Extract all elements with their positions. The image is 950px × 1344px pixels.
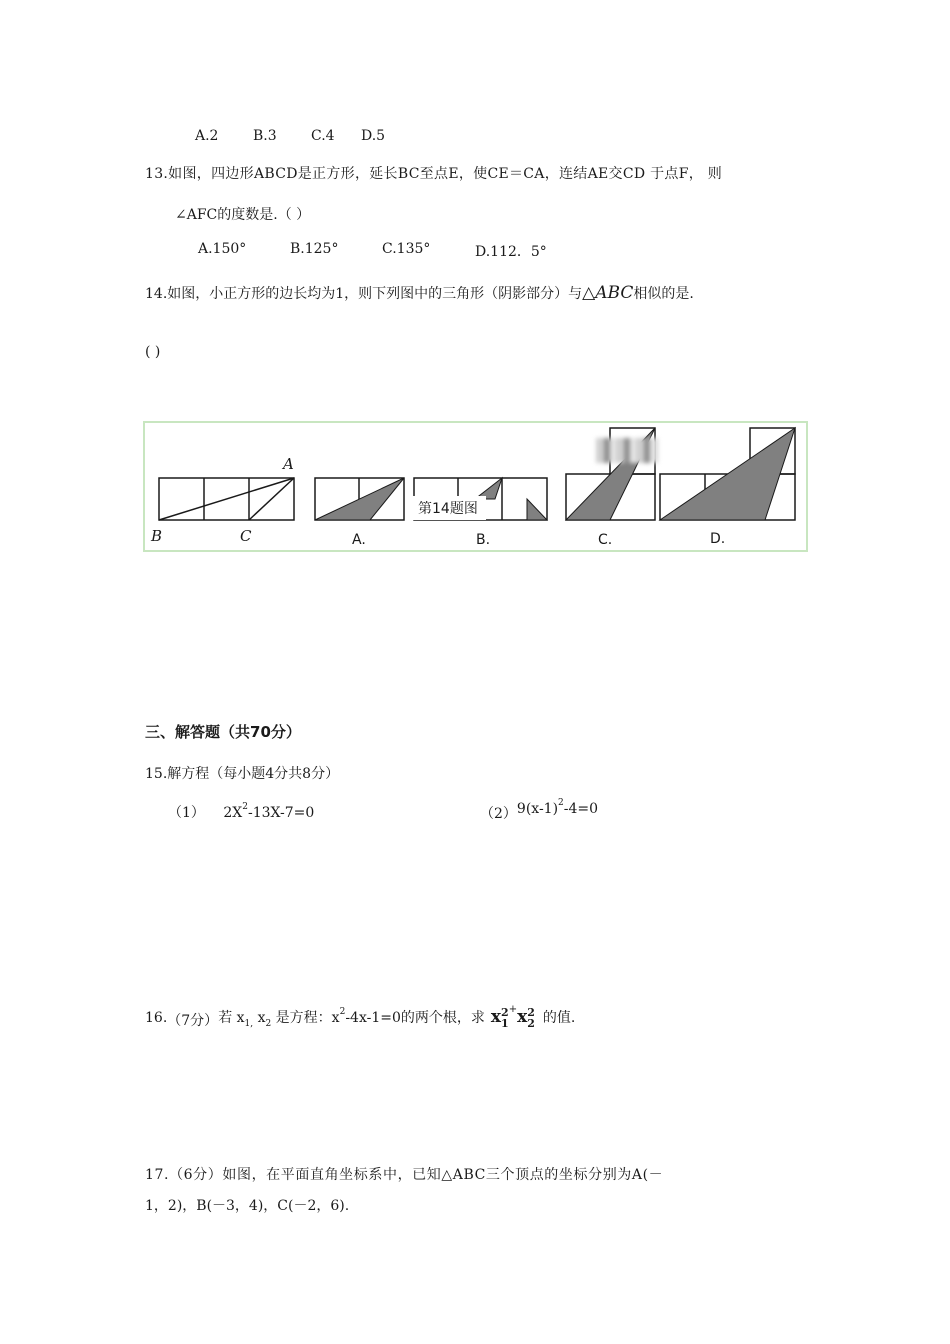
option-a: A.2 bbox=[195, 128, 219, 144]
q16-expr-plus: + bbox=[508, 1004, 518, 1015]
q15-p1-label: （1） bbox=[168, 805, 205, 821]
q16-t5: 的值. bbox=[542, 1010, 576, 1026]
q13-option-b: B.125° bbox=[290, 241, 339, 257]
q13-option-d: D.112．5° bbox=[475, 244, 547, 260]
vertex-b-label: B bbox=[151, 527, 163, 545]
q15-p1-post: -13X-7=0 bbox=[247, 805, 315, 821]
blurred-watermark bbox=[596, 438, 658, 463]
q15-p2-post: -4=0 bbox=[563, 801, 599, 817]
vertex-a-label: A bbox=[283, 455, 294, 473]
figure-caption: 第14题图 bbox=[410, 496, 486, 520]
q14-line1 bbox=[145, 283, 694, 303]
abc-grid bbox=[159, 478, 294, 520]
q16-expr-x2 bbox=[517, 1005, 535, 1030]
q16-expr-script2 bbox=[527, 1007, 535, 1029]
q16-t2: x bbox=[253, 1010, 266, 1026]
option-c: C.4 bbox=[311, 128, 335, 144]
q15-p2-sup: 2 bbox=[558, 798, 564, 808]
section3-title: 三、解答题（共70分） bbox=[145, 723, 301, 741]
q14-text-after: 相似的是. bbox=[633, 286, 694, 302]
q15-part1 bbox=[168, 802, 314, 822]
q16-t3: 是方程：x bbox=[271, 1010, 340, 1026]
q16-sup: 2 bbox=[339, 1007, 346, 1017]
q16-expr-script1 bbox=[501, 1007, 509, 1029]
q16-num: 16. bbox=[145, 1010, 168, 1026]
q16-sub1: 1, bbox=[244, 1018, 254, 1029]
q15-title: 15.解方程（每小题4分共8分） bbox=[145, 766, 340, 782]
fig-option-d-label: D. bbox=[710, 531, 726, 547]
q16-expr-x: x bbox=[490, 1007, 502, 1027]
q16-sub2: 2 bbox=[265, 1018, 272, 1029]
q13-option-a: A.150° bbox=[198, 241, 247, 257]
q14-paren: ( ) bbox=[145, 344, 161, 360]
q16-expr-sup2: 2 bbox=[527, 1005, 535, 1019]
q17-line1: 17.（6分）如图，在平面直角坐标系中，已知△ABC三个顶点的坐标分别为A(－ bbox=[145, 1167, 664, 1183]
q13-option-c: C.135° bbox=[382, 241, 431, 257]
q16-t4: -4x-1=0的两个根，求 bbox=[345, 1010, 485, 1026]
q15-p2-pre: 9(x-1) bbox=[516, 801, 559, 817]
q17-line2: 1，2)，B(－3，4)，C(－2，6). bbox=[145, 1198, 350, 1214]
q14-figure bbox=[143, 421, 808, 552]
q15-p1-pre: 2X bbox=[223, 805, 243, 821]
q16-score: （7分） bbox=[167, 1013, 219, 1029]
q14-text-before: 14.如图，小正方形的边长均为1，则下列图中的三角形（阴影部分）与 bbox=[145, 286, 583, 302]
q13-line2: ∠AFC的度数是.（ ） bbox=[175, 207, 311, 223]
q16-expr-x-2: x bbox=[517, 1007, 528, 1027]
option-d: D.5 bbox=[361, 128, 386, 144]
q16-t1: 若 x bbox=[218, 1010, 245, 1026]
q13-line1: 13.如图，四边形ABCD是正方形，延长BC至点E，使CE＝CA，连结AE交CD 于点F， 则 bbox=[145, 166, 723, 182]
q14-figure-svg bbox=[145, 423, 806, 550]
fig-option-a-label: A. bbox=[352, 532, 366, 548]
q16-expr-sub2: 2 bbox=[527, 1016, 535, 1030]
q15-part2 bbox=[480, 798, 599, 822]
q16-expr-x1 bbox=[490, 1005, 509, 1030]
q15-p1-sup: 2 bbox=[242, 802, 248, 812]
fig-option-b-label: B. bbox=[476, 532, 491, 548]
q16-expr-sup1: 2 bbox=[501, 1005, 509, 1019]
vertex-c-label: C bbox=[240, 527, 252, 545]
q16-line bbox=[145, 1004, 575, 1029]
option-b: B.3 bbox=[253, 128, 277, 144]
option-b-triangle-2 bbox=[527, 499, 547, 520]
q14-triangle-label: △ABC bbox=[582, 283, 634, 303]
fig-option-c-label: C. bbox=[598, 532, 613, 548]
q16-expr-sub1: 1 bbox=[501, 1016, 509, 1030]
q15-p2-label: （2） bbox=[480, 806, 517, 822]
